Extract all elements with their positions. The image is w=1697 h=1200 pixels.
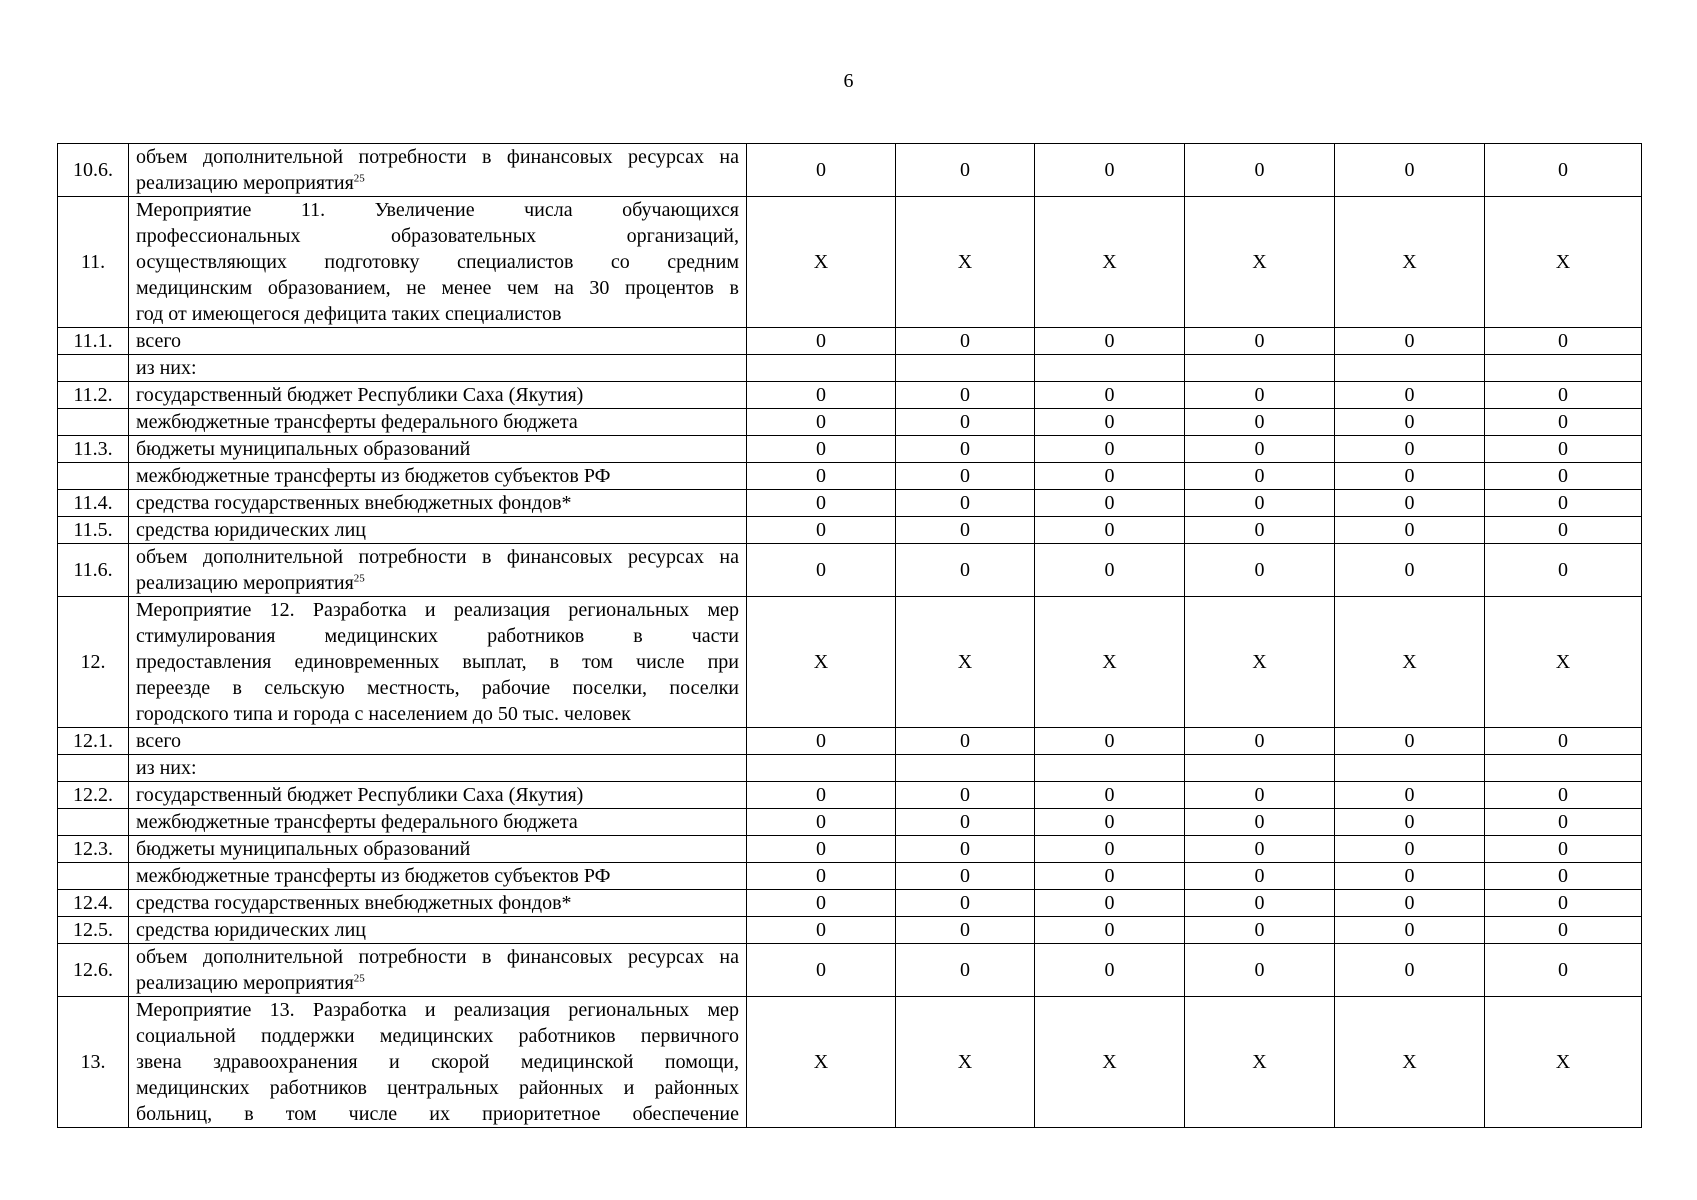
value-cell: X xyxy=(747,597,896,728)
value-cell: 0 xyxy=(1185,809,1335,836)
value-cell: 0 xyxy=(1185,409,1335,436)
value-cell: X xyxy=(1485,597,1642,728)
description-line: реализацию мероприятия$^{25}$ xyxy=(136,972,365,994)
value-cell: 0 xyxy=(896,490,1035,517)
value-cell: X xyxy=(1485,197,1642,328)
row-number: 12.4. xyxy=(58,890,129,917)
value-cell: 0 xyxy=(1485,517,1642,544)
value-cell: 0 xyxy=(1035,409,1185,436)
value-cell: 0 xyxy=(747,809,896,836)
row-number: 11.4. xyxy=(58,490,129,517)
description-line: год от имеющегося дефицита таких специалистов xyxy=(136,303,562,325)
row-number: 12. xyxy=(58,597,129,728)
table-body xyxy=(58,144,1642,1128)
description-line: объем дополнительной потребности в финансовых ресурсах на xyxy=(136,146,739,168)
value-cell: 0 xyxy=(1485,328,1642,355)
table-row xyxy=(58,328,1642,355)
value-cell: 0 xyxy=(1485,728,1642,755)
value-cell: 0 xyxy=(1035,809,1185,836)
description-line: реализацию мероприятия$^{25}$ xyxy=(136,572,365,594)
table-row xyxy=(58,544,1642,597)
value-cell: 0 xyxy=(1035,728,1185,755)
value-cell: 0 xyxy=(896,809,1035,836)
value-cell: 0 xyxy=(896,863,1035,890)
value-cell: 0 xyxy=(1485,463,1642,490)
value-cell: 0 xyxy=(1335,944,1485,997)
row-number: 12.5. xyxy=(58,917,129,944)
value-cell xyxy=(1485,755,1642,782)
row-description xyxy=(129,490,747,517)
value-cell: 0 xyxy=(1035,944,1185,997)
value-cell: 0 xyxy=(747,463,896,490)
value-cell: X xyxy=(1185,997,1335,1128)
value-cell: 0 xyxy=(1185,890,1335,917)
value-cell: X xyxy=(747,997,896,1128)
value-cell: 0 xyxy=(1035,782,1185,809)
page-number: 6 xyxy=(843,70,854,92)
value-cell: X xyxy=(1185,197,1335,328)
row-description xyxy=(129,863,747,890)
value-cell: 0 xyxy=(896,382,1035,409)
value-cell xyxy=(1185,355,1335,382)
value-cell: X xyxy=(1185,597,1335,728)
value-cell: 0 xyxy=(896,944,1035,997)
value-cell: 0 xyxy=(1335,490,1485,517)
row-description xyxy=(129,836,747,863)
table-row xyxy=(58,728,1642,755)
value-cell: 0 xyxy=(1335,890,1485,917)
value-cell xyxy=(1335,755,1485,782)
description-line: медицинских работников центральных районных и районных xyxy=(136,1077,739,1099)
value-cell: 0 xyxy=(896,728,1035,755)
value-cell: X xyxy=(896,197,1035,328)
value-cell: X xyxy=(747,197,896,328)
row-number: 11.1. xyxy=(58,328,129,355)
description-line: социальной поддержки медицинских работников первичного xyxy=(136,1025,739,1047)
row-description xyxy=(129,197,747,328)
value-cell: 0 xyxy=(1035,436,1185,463)
value-cell: 0 xyxy=(1335,728,1485,755)
row-number xyxy=(58,409,129,436)
value-cell: 0 xyxy=(1185,490,1335,517)
table-row xyxy=(58,917,1642,944)
description-line: медицинским образованием, не менее чем на 30 процентов в xyxy=(136,277,739,299)
value-cell: 0 xyxy=(1185,728,1335,755)
footnote-ref: 25 xyxy=(353,172,365,185)
table-row xyxy=(58,436,1642,463)
row-number: 12.6. xyxy=(58,944,129,997)
description-line: Мероприятие 12. Разработка и реализация региональных мер xyxy=(136,599,739,621)
row-description xyxy=(129,890,747,917)
value-cell: 0 xyxy=(747,836,896,863)
row-description xyxy=(129,917,747,944)
table-row xyxy=(58,517,1642,544)
value-cell: 0 xyxy=(896,409,1035,436)
row-number: 11.3. xyxy=(58,436,129,463)
value-cell: 0 xyxy=(1335,544,1485,597)
row-description xyxy=(129,597,747,728)
value-cell xyxy=(896,755,1035,782)
value-cell: 0 xyxy=(1335,517,1485,544)
row-number xyxy=(58,755,129,782)
value-cell: 0 xyxy=(896,517,1035,544)
value-cell: 0 xyxy=(1335,328,1485,355)
financing-table xyxy=(57,143,1642,1128)
value-cell: 0 xyxy=(896,144,1035,197)
table-row xyxy=(58,355,1642,382)
value-cell: 0 xyxy=(1035,382,1185,409)
description-line: средства юридических лиц xyxy=(136,919,366,941)
value-cell: 0 xyxy=(1035,836,1185,863)
value-cell: X xyxy=(1485,997,1642,1128)
value-cell: X xyxy=(896,597,1035,728)
row-description xyxy=(129,782,747,809)
value-cell: 0 xyxy=(896,836,1035,863)
description-line: объем дополнительной потребности в финансовых ресурсах на xyxy=(136,546,739,568)
value-cell: X xyxy=(1035,597,1185,728)
value-cell xyxy=(747,355,896,382)
value-cell: 0 xyxy=(1035,917,1185,944)
description-line: всего xyxy=(136,330,182,352)
value-cell: 0 xyxy=(1185,463,1335,490)
description-line: Мероприятие 11. Увеличение числа обучающихся xyxy=(136,199,739,221)
value-cell: 0 xyxy=(747,517,896,544)
value-cell: 0 xyxy=(896,436,1035,463)
value-cell: 0 xyxy=(1335,809,1485,836)
description-line: межбюджетные трансферты из бюджетов субъектов РФ xyxy=(136,465,611,487)
row-number: 11.5. xyxy=(58,517,129,544)
value-cell: 0 xyxy=(896,544,1035,597)
table-row xyxy=(58,597,1642,728)
value-cell: 0 xyxy=(747,782,896,809)
table-row xyxy=(58,997,1642,1128)
description-line: средства юридических лиц xyxy=(136,519,366,541)
value-cell: 0 xyxy=(1335,463,1485,490)
value-cell: 0 xyxy=(1185,144,1335,197)
value-cell: 0 xyxy=(1485,144,1642,197)
value-cell: 0 xyxy=(747,382,896,409)
value-cell: 0 xyxy=(747,944,896,997)
value-cell xyxy=(1035,755,1185,782)
row-number xyxy=(58,463,129,490)
row-number xyxy=(58,863,129,890)
value-cell: 0 xyxy=(1035,463,1185,490)
description-line: реализацию мероприятия$^{25}$ xyxy=(136,172,365,194)
value-cell: 0 xyxy=(747,544,896,597)
value-cell: 0 xyxy=(1335,917,1485,944)
description-line: всего xyxy=(136,730,182,752)
row-number xyxy=(58,355,129,382)
value-cell: 0 xyxy=(1035,544,1185,597)
row-description xyxy=(129,382,747,409)
value-cell: 0 xyxy=(1185,836,1335,863)
value-cell: 0 xyxy=(1185,517,1335,544)
table-row xyxy=(58,755,1642,782)
value-cell: 0 xyxy=(1035,490,1185,517)
value-cell: X xyxy=(1335,197,1485,328)
table-row xyxy=(58,197,1642,328)
value-cell: 0 xyxy=(1485,544,1642,597)
value-cell: 0 xyxy=(1335,436,1485,463)
row-number: 13. xyxy=(58,997,129,1128)
table-row xyxy=(58,144,1642,197)
value-cell: 0 xyxy=(747,436,896,463)
value-cell: 0 xyxy=(747,409,896,436)
row-description xyxy=(129,463,747,490)
value-cell: 0 xyxy=(1035,517,1185,544)
description-line: больниц, в том числе их приоритетное обеспечение xyxy=(136,1103,739,1125)
value-cell: 0 xyxy=(1485,890,1642,917)
row-number: 10.6. xyxy=(58,144,129,197)
description-line: переезде в сельскую местность, рабочие поселки, поселки xyxy=(136,677,739,699)
row-number: 12.1. xyxy=(58,728,129,755)
row-description xyxy=(129,944,747,997)
value-cell: 0 xyxy=(747,863,896,890)
value-cell: X xyxy=(1335,997,1485,1128)
value-cell: 0 xyxy=(1185,917,1335,944)
value-cell: 0 xyxy=(1485,944,1642,997)
table-row xyxy=(58,382,1642,409)
row-number: 12.2. xyxy=(58,782,129,809)
value-cell xyxy=(1035,355,1185,382)
description-line: профессиональных образовательных организаций, xyxy=(136,225,739,247)
value-cell: 0 xyxy=(1035,144,1185,197)
description-line: из них: xyxy=(136,757,197,779)
value-cell: 0 xyxy=(1485,863,1642,890)
value-cell: 0 xyxy=(1335,782,1485,809)
value-cell: 0 xyxy=(1185,782,1335,809)
value-cell: 0 xyxy=(1185,328,1335,355)
footnote-ref: 25 xyxy=(353,572,365,585)
description-line: межбюджетные трансферты из бюджетов субъектов РФ xyxy=(136,865,611,887)
value-cell: 0 xyxy=(1485,490,1642,517)
value-cell: 0 xyxy=(1335,382,1485,409)
value-cell xyxy=(896,355,1035,382)
description-line: городского типа и города с населением до 50 тыс. человек xyxy=(136,703,631,725)
value-cell: 0 xyxy=(896,463,1035,490)
value-cell: 0 xyxy=(1035,890,1185,917)
value-cell: 0 xyxy=(747,490,896,517)
value-cell xyxy=(747,755,896,782)
description-line: средства государственных внебюджетных фондов* xyxy=(136,492,572,514)
description-line: объем дополнительной потребности в финансовых ресурсах на xyxy=(136,946,739,968)
value-cell: X xyxy=(1035,997,1185,1128)
value-cell: 0 xyxy=(1185,382,1335,409)
row-description xyxy=(129,144,747,197)
value-cell xyxy=(1185,755,1335,782)
value-cell: 0 xyxy=(1485,409,1642,436)
row-description xyxy=(129,755,747,782)
table-row xyxy=(58,782,1642,809)
value-cell: 0 xyxy=(896,917,1035,944)
value-cell: 0 xyxy=(747,890,896,917)
value-cell: 0 xyxy=(1185,863,1335,890)
value-cell: 0 xyxy=(1335,409,1485,436)
table-row xyxy=(58,809,1642,836)
description-line: бюджеты муниципальных образований xyxy=(136,838,471,860)
table-row xyxy=(58,463,1642,490)
value-cell: X xyxy=(1035,197,1185,328)
value-cell: 0 xyxy=(1035,328,1185,355)
value-cell: 0 xyxy=(1185,436,1335,463)
row-description xyxy=(129,436,747,463)
description-line: звена здравоохранения и скорой медицинской помощи, xyxy=(136,1051,739,1073)
value-cell: 0 xyxy=(747,728,896,755)
description-line: из них: xyxy=(136,357,197,379)
table-row xyxy=(58,836,1642,863)
value-cell: 0 xyxy=(1485,917,1642,944)
table-row xyxy=(58,890,1642,917)
value-cell: X xyxy=(896,997,1035,1128)
value-cell: 0 xyxy=(1335,863,1485,890)
value-cell: 0 xyxy=(896,890,1035,917)
table-row xyxy=(58,944,1642,997)
description-line: межбюджетные трансферты федерального бюджета xyxy=(136,811,578,833)
row-number: 11. xyxy=(58,197,129,328)
value-cell: 0 xyxy=(1485,782,1642,809)
value-cell: 0 xyxy=(1485,436,1642,463)
row-description xyxy=(129,544,747,597)
row-description xyxy=(129,355,747,382)
row-description xyxy=(129,997,747,1128)
value-cell: 0 xyxy=(1185,944,1335,997)
row-description xyxy=(129,409,747,436)
footnote-ref: 25 xyxy=(353,972,365,985)
description-line: Мероприятие 13. Разработка и реализация региональных мер xyxy=(136,999,739,1021)
value-cell: X xyxy=(1335,597,1485,728)
description-line: государственный бюджет Республики Саха (Якутия) xyxy=(136,384,584,406)
value-cell: 0 xyxy=(1485,836,1642,863)
description-line: государственный бюджет Республики Саха (Якутия) xyxy=(136,784,584,806)
value-cell: 0 xyxy=(1185,544,1335,597)
row-number: 11.2. xyxy=(58,382,129,409)
table-row xyxy=(58,863,1642,890)
row-description xyxy=(129,517,747,544)
value-cell: 0 xyxy=(1485,809,1642,836)
description-line: межбюджетные трансферты федерального бюджета xyxy=(136,411,578,433)
row-number: 11.6. xyxy=(58,544,129,597)
table-row xyxy=(58,490,1642,517)
value-cell: 0 xyxy=(1335,836,1485,863)
row-number: 12.3. xyxy=(58,836,129,863)
value-cell: 0 xyxy=(747,144,896,197)
row-number xyxy=(58,809,129,836)
value-cell: 0 xyxy=(896,328,1035,355)
description-line: стимулирования медицинских работников в части xyxy=(136,625,739,647)
description-line: предоставления единовременных выплат, в том числе при xyxy=(136,651,739,673)
value-cell: 0 xyxy=(1485,382,1642,409)
value-cell: 0 xyxy=(896,782,1035,809)
description-line: бюджеты муниципальных образований xyxy=(136,438,471,460)
row-description xyxy=(129,809,747,836)
description-line: осуществляющих подготовку специалистов со средним xyxy=(136,251,739,273)
value-cell: 0 xyxy=(747,917,896,944)
row-description xyxy=(129,328,747,355)
value-cell xyxy=(1335,355,1485,382)
description-line: средства государственных внебюджетных фондов* xyxy=(136,892,572,914)
value-cell: 0 xyxy=(747,328,896,355)
table-row xyxy=(58,409,1642,436)
row-description xyxy=(129,728,747,755)
value-cell xyxy=(1485,355,1642,382)
value-cell: 0 xyxy=(1335,144,1485,197)
value-cell: 0 xyxy=(1035,863,1185,890)
